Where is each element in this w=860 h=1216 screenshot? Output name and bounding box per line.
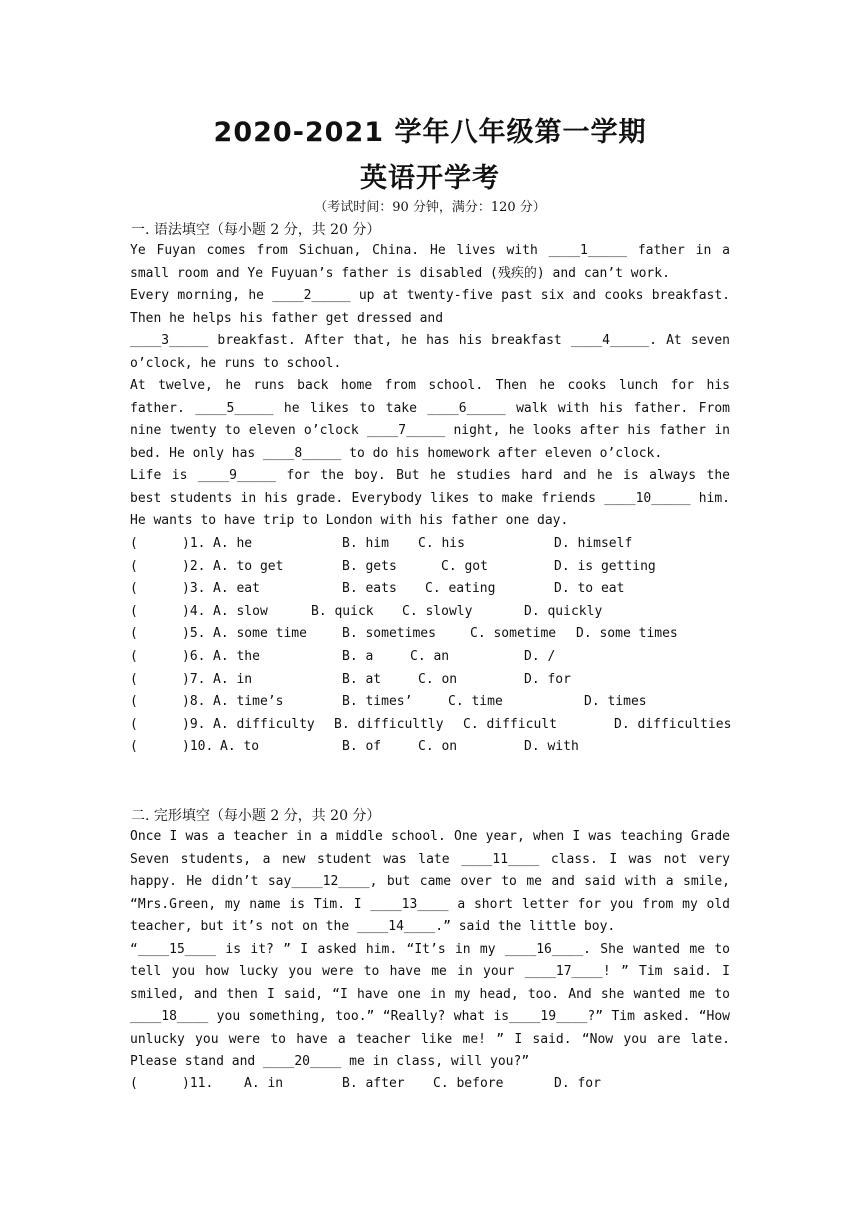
answer-blank[interactable]: ( [130,1076,138,1091]
option-d: D. is getting [554,558,656,574]
answer-blank[interactable]: ( [130,716,138,732]
question-number: )2. [182,558,206,574]
option-c: C. on [418,739,458,755]
option-a: A. to get [213,558,284,574]
question-row [130,714,770,737]
passage-paragraph: At twelve, he runs back home from school. Then he cooks lunch for his father. ____5_____ he likes to take ____6_____ walk with his father. From nine twenty to eleven o’clock ____7_____ night, he looks after his father in bed. He only has ____8_____ to do his homework after eleven o’clock. [130,378,730,461]
question-row [130,601,770,624]
option-b: B. him [342,536,389,551]
option-b: B. difficultly [334,716,444,732]
section1-passage [130,240,730,533]
question-number: )4. [182,603,206,619]
question-number: )5. [182,626,206,642]
answer-blank[interactable]: ( [130,739,138,755]
option-b: B. a [342,648,374,664]
question-row [130,623,770,646]
option-a: A. to [220,739,260,755]
option-d: D. for [554,1076,601,1091]
option-b: B. gets [342,558,397,574]
section2-heading: 二. 完形填空（每小题 2 分，共 20 分） [131,808,381,824]
question-number: )6. [182,648,206,664]
option-b: B. after [342,1076,405,1091]
option-c: C. an [410,648,450,664]
option-c: C. on [418,671,458,687]
passage-paragraph: Every morning, he ____2_____ up at twenty-five past six and cooks breakfast. Then he helps his father get dressed and [130,288,730,326]
option-c: C. got [441,558,488,574]
option-a: A. in [244,1076,284,1091]
passage-paragraph: Ye Fuyan comes from Sichuan, China. He lives with ____1_____ father in a small room and Ye Fuyuan’s father is disabled (残疾的) and can’t work. [130,243,730,281]
question-row [130,1073,770,1096]
question-row [130,578,770,601]
option-a: A. eat [213,581,260,597]
option-b: B. times’ [342,694,413,710]
section2-questions [130,1073,770,1096]
exam-title: 2020-2021 学年八年级第一学期 [213,117,647,148]
answer-blank[interactable]: ( [130,694,138,710]
answer-blank[interactable]: ( [130,581,138,597]
question-number: )10. [182,739,214,755]
question-row [130,646,770,669]
option-c: C. difficult [463,716,557,732]
section1-questions [130,533,770,759]
option-d: D. / [524,648,556,664]
option-d: D. with [524,739,579,755]
answer-blank[interactable]: ( [130,536,138,551]
question-number: )3. [182,581,206,597]
passage-paragraph: “____15____ is it? ” I asked him. “It’s in my ____16____. She wanted me to tell you how lucky you were to have me in your ____17____! ” Tim said. I smiled, and then I said, “I have one in my head, too. And she wanted me to ____18____ you something, too.” “Really? what is____19____?” Tim asked. “How unlucky you were to have a teacher like me! ” I said. “Now you are late. Please stand and ____20____ me in class, will you?” [130,941,730,1069]
answer-blank[interactable]: ( [130,671,138,687]
option-d: D. himself [554,536,633,551]
question-number: )11. [182,1076,214,1091]
option-d: D. quickly [524,603,603,619]
question-row [130,691,770,714]
option-a: A. he [213,536,253,551]
exam-subtitle: 英语开学考 [360,163,500,194]
question-row [130,736,770,759]
section1-heading: 一. 语法填空（每小题 2 分，共 20 分） [131,222,381,238]
question-row [130,533,770,556]
option-b: B. eats [342,581,397,597]
answer-blank[interactable]: ( [130,603,138,619]
option-c: C. before [433,1076,504,1091]
option-a: A. in [213,671,253,687]
passage-paragraph: Once I was a teacher in a middle school. One year, when I was teaching Grade Seven students, a new student was late ____11____ class. I was not very happy. He didn’t say____12____, but came over to me and said with a smile, “Mrs.Green, my name is Tim. I ____13____ a short letter for you from my old teacher, but it’s not on the ____14____.” said the little boy. [130,829,730,934]
option-b: B. quick [311,603,374,619]
option-d: D. for [524,671,571,687]
question-number: )1. [182,536,206,551]
question-number: )8. [182,694,206,710]
answer-blank[interactable]: ( [130,626,138,642]
option-c: C. sometime [470,626,557,642]
answer-blank[interactable]: ( [130,648,138,664]
option-a: A. difficulty [213,716,315,732]
option-c: C. time [448,694,503,710]
passage-paragraph: ____3_____ breakfast. After that, he has his breakfast ____4_____. At seven o’clock, he runs to school. [130,333,730,371]
passage-paragraph: Life is ____9_____ for the boy. But he studies hard and he is always the best students in his grade. Everybody likes to make friends ____10_____ him. He wants to have trip to London with his father one day. [130,468,730,528]
question-number: )7. [182,671,206,687]
answer-blank[interactable]: ( [130,558,138,574]
option-a: A. some time [213,626,307,642]
option-a: A. slow [213,603,268,619]
option-d: D. difficulties [614,716,732,732]
option-c: C. his [418,536,465,551]
option-a: A. the [213,648,260,664]
option-b: B. of [342,739,382,755]
option-c: C. eating [425,581,496,597]
option-d: D. to eat [554,581,625,597]
exam-info: （考试时间：90 分钟，满分：120 分） [314,200,546,215]
question-number: )9. [182,716,206,732]
option-c: C. slowly [402,603,473,619]
option-d: D. times [584,694,647,710]
option-a: A. time’s [213,694,284,710]
question-row [130,556,770,579]
option-b: B. at [342,671,382,687]
section2-passage [130,826,730,1074]
option-d: D. some times [576,626,678,642]
question-row [130,669,770,692]
option-b: B. sometimes [342,626,436,642]
